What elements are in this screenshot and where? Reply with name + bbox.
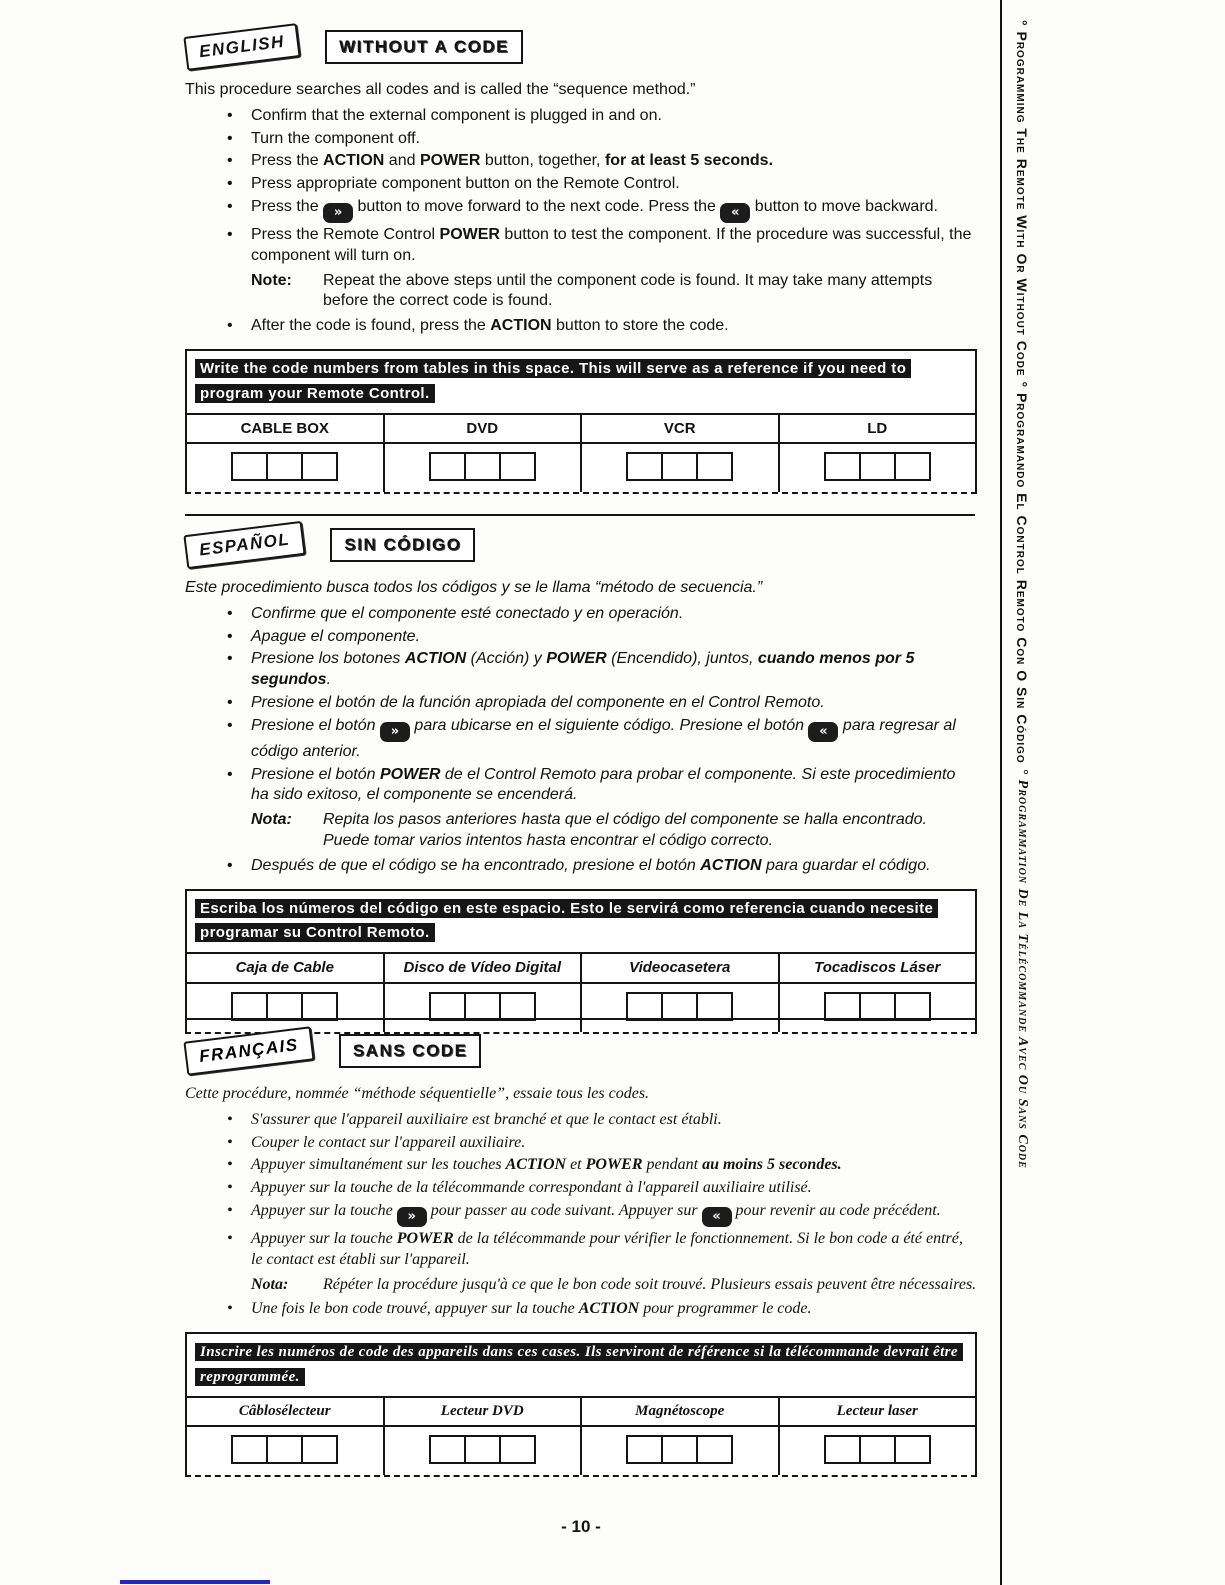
code-cell bbox=[301, 992, 338, 1021]
english-language-badge: ENGLISH bbox=[183, 23, 300, 71]
bullet-item bbox=[223, 627, 977, 648]
bullet-marker-icon: • bbox=[227, 1229, 233, 1247]
code-box-area bbox=[187, 444, 383, 492]
next-code-button-icon: » bbox=[397, 1207, 427, 1227]
note-text: Repita los pasos anteriores hasta que el código del componente se halla encontrado. Puede tomar varios intentos hasta encontrar el código correcto. bbox=[323, 811, 927, 849]
english-badge-row bbox=[185, 26, 977, 68]
bullet-text: Couper le contact sur l'appareil auxiliaire. bbox=[251, 1133, 526, 1151]
code-box-area bbox=[780, 444, 976, 492]
bullet-marker-icon: • bbox=[227, 856, 233, 874]
code-cell bbox=[626, 992, 663, 1021]
bullet-item bbox=[223, 151, 977, 172]
english-section bbox=[185, 26, 977, 494]
code-cell bbox=[429, 992, 466, 1021]
english-code-table-header bbox=[187, 351, 975, 413]
code-entry-box bbox=[626, 1435, 733, 1464]
bullet-text: Appuyer sur la touche de la télécommande correspondant à l'appareil auxiliaire utilisé. bbox=[251, 1179, 812, 1197]
french-code-table bbox=[185, 1332, 977, 1477]
code-column bbox=[187, 954, 383, 1032]
code-column bbox=[383, 415, 581, 493]
code-entry-box bbox=[231, 452, 338, 481]
code-column-label: Disco de Vídeo Digital bbox=[385, 954, 581, 984]
bullet-text: Press the » button to move forward to the next code. Press the « button to move backward. bbox=[251, 197, 977, 223]
bullet-marker-icon: • bbox=[227, 693, 233, 711]
code-column-label: Videocasetera bbox=[582, 954, 778, 984]
code-column bbox=[778, 415, 976, 493]
bullet-text: Press appropriate component button on the Remote Control. bbox=[251, 175, 680, 193]
bullet-marker-icon: • bbox=[227, 317, 233, 335]
code-cell bbox=[499, 992, 536, 1021]
bullet-item bbox=[223, 693, 977, 714]
code-cell bbox=[824, 1435, 861, 1464]
previous-code-button-icon: « bbox=[808, 722, 838, 742]
bullet-marker-icon: • bbox=[227, 627, 233, 645]
code-box-area bbox=[582, 444, 778, 492]
code-cell bbox=[231, 1435, 268, 1464]
code-box-area bbox=[582, 984, 778, 1032]
code-entry-box bbox=[626, 452, 733, 481]
section-divider-2 bbox=[185, 1018, 975, 1020]
code-cell bbox=[464, 1435, 501, 1464]
bullet-marker-icon: • bbox=[227, 197, 233, 215]
bullet-text: Después de que el código se ha encontrado, presione el botón ACTION para guardar el código. bbox=[251, 856, 931, 874]
code-cell bbox=[894, 1435, 931, 1464]
code-column bbox=[580, 954, 778, 1032]
code-box-area bbox=[780, 984, 976, 1032]
english-code-table bbox=[185, 349, 977, 494]
bullet-item bbox=[223, 174, 977, 195]
bullet-text: Turn the component off. bbox=[251, 129, 420, 147]
bullet-item bbox=[223, 1229, 977, 1271]
note-label: Nota: bbox=[251, 811, 292, 829]
code-box-area bbox=[582, 1427, 778, 1475]
code-cell bbox=[266, 992, 303, 1021]
sidebar-vertical-title bbox=[1013, 20, 1031, 1570]
code-cell bbox=[464, 452, 501, 481]
bullet-text: Une fois le bon code trouvé, appuyer sur la touche ACTION pour programmer le code. bbox=[251, 1300, 812, 1318]
code-column bbox=[187, 415, 383, 493]
code-column-label: Lecteur laser bbox=[780, 1398, 976, 1428]
bullet-item bbox=[223, 604, 977, 625]
code-column bbox=[580, 415, 778, 493]
english-code-table-columns bbox=[187, 413, 975, 493]
spanish-bullet-list bbox=[185, 604, 977, 877]
code-cell bbox=[859, 1435, 896, 1464]
code-entry-box bbox=[824, 452, 931, 481]
bullet-marker-icon: • bbox=[227, 716, 233, 734]
bullet-item bbox=[223, 1178, 977, 1199]
code-box-area bbox=[780, 1427, 976, 1475]
code-column-label: Tocadiscos Láser bbox=[780, 954, 976, 984]
next-code-button-icon: » bbox=[323, 203, 353, 223]
code-column-label: Magnétoscope bbox=[582, 1398, 778, 1428]
bullet-marker-icon: • bbox=[227, 650, 233, 668]
code-cell bbox=[859, 452, 896, 481]
spanish-language-badge: ESPAÑOL bbox=[183, 521, 306, 569]
bullet-item bbox=[223, 1155, 977, 1176]
note-item bbox=[223, 271, 977, 313]
code-column-label: Lecteur DVD bbox=[385, 1398, 581, 1428]
bullet-text: Confirme que el componente esté conectado y en operación. bbox=[251, 604, 684, 622]
code-cell bbox=[661, 1435, 698, 1464]
bullet-marker-icon: • bbox=[227, 1156, 233, 1174]
code-column bbox=[580, 1398, 778, 1476]
bullet-marker-icon: • bbox=[227, 1179, 233, 1197]
code-box-area bbox=[187, 1427, 383, 1475]
bullet-item bbox=[223, 1133, 977, 1154]
code-column-label: Caja de Cable bbox=[187, 954, 383, 984]
bullet-marker-icon: • bbox=[227, 106, 233, 124]
french-code-table-header bbox=[187, 1334, 975, 1396]
spanish-code-table-header-text: Escriba los números del código en este espacio. Esto le servirá como referencia cuando necesite programar su Control Remoto. bbox=[195, 899, 938, 943]
note-label: Note: bbox=[251, 271, 292, 289]
previous-code-button-icon: « bbox=[720, 203, 750, 223]
code-cell bbox=[266, 1435, 303, 1464]
spanish-badge-row bbox=[185, 524, 977, 566]
sidebar-title-french: ° Programmation De La Télécommande Avec Ou Sans Code bbox=[1015, 768, 1031, 1169]
sin-codigo-badge: SIN CÓDIGO bbox=[330, 528, 475, 562]
note-indent bbox=[223, 271, 251, 313]
code-cell bbox=[499, 1435, 536, 1464]
spanish-section bbox=[185, 524, 977, 1034]
code-entry-box bbox=[824, 992, 931, 1021]
note-indent bbox=[223, 810, 251, 852]
scan-artifact-line bbox=[120, 1580, 270, 1584]
spanish-intro: Este procedimiento busca todos los códigos y se le llama “método de secuencia.” bbox=[185, 579, 763, 596]
bullet-text: Press the Remote Control POWER button to test the component. If the procedure was successful, the component will turn on. bbox=[251, 225, 972, 264]
bullet-item bbox=[223, 856, 977, 877]
code-column-label: Câblosélecteur bbox=[187, 1398, 383, 1428]
bullet-text: Confirm that the external component is plugged in and on. bbox=[251, 106, 662, 124]
bullet-item bbox=[223, 1110, 977, 1131]
bullet-marker-icon: • bbox=[227, 129, 233, 147]
code-cell bbox=[626, 1435, 663, 1464]
french-badge-row bbox=[185, 1030, 977, 1072]
code-column-label: VCR bbox=[582, 415, 778, 445]
code-cell bbox=[626, 452, 663, 481]
code-cell bbox=[301, 1435, 338, 1464]
bullet-marker-icon: • bbox=[227, 1201, 233, 1219]
code-entry-box bbox=[231, 1435, 338, 1464]
code-cell bbox=[696, 452, 733, 481]
code-cell bbox=[661, 452, 698, 481]
spanish-code-table bbox=[185, 889, 977, 1034]
bullet-marker-icon: • bbox=[227, 175, 233, 193]
code-cell bbox=[464, 992, 501, 1021]
bullet-marker-icon: • bbox=[227, 225, 233, 243]
spanish-code-table-header bbox=[187, 891, 975, 953]
section-divider-1 bbox=[185, 514, 975, 516]
english-bullet-list bbox=[185, 106, 977, 337]
bullet-text: Apague el componente. bbox=[251, 627, 421, 645]
bullet-item bbox=[223, 197, 977, 223]
bullet-marker-icon: • bbox=[227, 1110, 233, 1128]
code-cell bbox=[824, 992, 861, 1021]
bullet-text: Presione los botones ACTION (Acción) y POWER (Encendido), juntos, cuando menos por 5 segundos. bbox=[251, 650, 915, 689]
next-code-button-icon: » bbox=[380, 722, 410, 742]
code-entry-box bbox=[231, 992, 338, 1021]
code-entry-box bbox=[429, 992, 536, 1021]
bullet-marker-icon: • bbox=[227, 604, 233, 622]
code-cell bbox=[696, 992, 733, 1021]
code-column bbox=[778, 1398, 976, 1476]
note-item bbox=[223, 1275, 977, 1296]
code-column bbox=[383, 1398, 581, 1476]
bullet-marker-icon: • bbox=[227, 1133, 233, 1151]
bullet-item bbox=[223, 225, 977, 267]
page-number: - 10 - bbox=[561, 1517, 601, 1536]
code-cell bbox=[429, 452, 466, 481]
bullet-text: Appuyer sur la touche » pour passer au code suivant. Appuyer sur « pour revenir au code précédent. bbox=[251, 1201, 977, 1227]
sans-code-badge: SANS CODE bbox=[339, 1034, 482, 1068]
code-cell bbox=[231, 452, 268, 481]
bullet-text: After the code is found, press the ACTION button to store the code. bbox=[251, 317, 729, 335]
french-section bbox=[185, 1030, 977, 1477]
code-box-area bbox=[187, 984, 383, 1032]
bullet-item bbox=[223, 1299, 977, 1320]
note-label: Nota: bbox=[251, 1275, 289, 1293]
english-code-table-header-text: Write the code numbers from tables in this space. This will serve as a reference if you need to program your Remote Control. bbox=[195, 359, 911, 403]
previous-code-button-icon: « bbox=[702, 1207, 732, 1227]
french-language-badge: FRANÇAIS bbox=[183, 1026, 314, 1075]
bullet-item bbox=[223, 765, 977, 807]
bullet-item bbox=[223, 316, 977, 337]
bullet-marker-icon: • bbox=[227, 1300, 233, 1318]
code-box-area bbox=[385, 1427, 581, 1475]
code-box-area bbox=[385, 984, 581, 1032]
note-text: Repeat the above steps until the component code is found. It may take many attempts before the correct code is found. bbox=[323, 271, 933, 310]
bullet-item bbox=[223, 716, 977, 763]
code-cell bbox=[894, 452, 931, 481]
code-entry-box bbox=[824, 1435, 931, 1464]
bullet-item bbox=[223, 649, 977, 691]
code-entry-box bbox=[429, 452, 536, 481]
bullet-marker-icon: • bbox=[227, 152, 233, 170]
code-column bbox=[383, 954, 581, 1032]
french-code-table-header-text: Inscrire les numéros de code des appareils dans ces cases. Ils serviront de référence si la télécommande devrait être reprogrammée. bbox=[195, 1343, 963, 1386]
without-a-code-badge: WITHOUT A CODE bbox=[325, 30, 523, 64]
code-cell bbox=[301, 452, 338, 481]
bullet-marker-icon: • bbox=[227, 765, 233, 783]
code-cell bbox=[231, 992, 268, 1021]
sidebar-title-english: ° Programming The Remote With Or Without Code bbox=[1014, 20, 1031, 382]
bullet-text: Presione el botón » para ubicarse en el siguiente código. Presione el botón « para regresar al código anterior. bbox=[251, 716, 956, 760]
bullet-item bbox=[223, 106, 977, 127]
code-cell bbox=[266, 452, 303, 481]
code-column bbox=[778, 954, 976, 1032]
bullet-text: S'assurer que l'appareil auxiliaire est branché et que le contact est établi. bbox=[251, 1110, 722, 1128]
code-entry-box bbox=[429, 1435, 536, 1464]
note-text: Répéter la procédure jusqu'à ce que le bon code soit trouvé. Plusieurs essais peuvent être nécessaires. bbox=[323, 1275, 977, 1293]
bullet-text: Appuyer sur la touche POWER de la télécommande pour vérifier le fonctionnement. Si le bon code a été entré, le contact est établi sur l'appareil. bbox=[251, 1229, 963, 1268]
code-box-area bbox=[385, 444, 581, 492]
note-item bbox=[223, 810, 977, 852]
english-intro: This procedure searches all codes and is called the “sequence method.” bbox=[185, 81, 696, 98]
french-intro: Cette procédure, nommée “méthode séquentielle”, essaie tous les codes. bbox=[185, 1085, 650, 1102]
note-indent bbox=[223, 1275, 251, 1296]
bullet-text: Presione el botón POWER de el Control Remoto para probar el componente. Si este procedimiento ha sido exitoso, el componente se encenderá. bbox=[251, 765, 956, 804]
code-entry-box bbox=[626, 992, 733, 1021]
french-bullet-list bbox=[185, 1110, 977, 1320]
french-code-table-columns bbox=[187, 1396, 975, 1476]
code-cell bbox=[696, 1435, 733, 1464]
bullet-text: Presione el botón de la función apropiada del componente en el Control Remoto. bbox=[251, 693, 825, 711]
code-column-label: LD bbox=[780, 415, 976, 445]
code-cell bbox=[499, 452, 536, 481]
bullet-item bbox=[223, 129, 977, 150]
code-cell bbox=[661, 992, 698, 1021]
bullet-text: Appuyer simultanément sur les touches ACTION et POWER pendant au moins 5 secondes. bbox=[251, 1156, 842, 1174]
bullet-item bbox=[223, 1201, 977, 1227]
code-column bbox=[187, 1398, 383, 1476]
code-cell bbox=[429, 1435, 466, 1464]
code-cell bbox=[824, 452, 861, 481]
bullet-text: Press the ACTION and POWER button, together, for at least 5 seconds. bbox=[251, 152, 774, 170]
page-edge-line bbox=[1000, 0, 1002, 1585]
code-column-label: DVD bbox=[385, 415, 581, 445]
code-cell bbox=[894, 992, 931, 1021]
code-column-label: CABLE BOX bbox=[187, 415, 383, 445]
code-cell bbox=[859, 992, 896, 1021]
sidebar-title-spanish: ° Programando El Control Remoto Con O Sin Código bbox=[1014, 381, 1031, 769]
